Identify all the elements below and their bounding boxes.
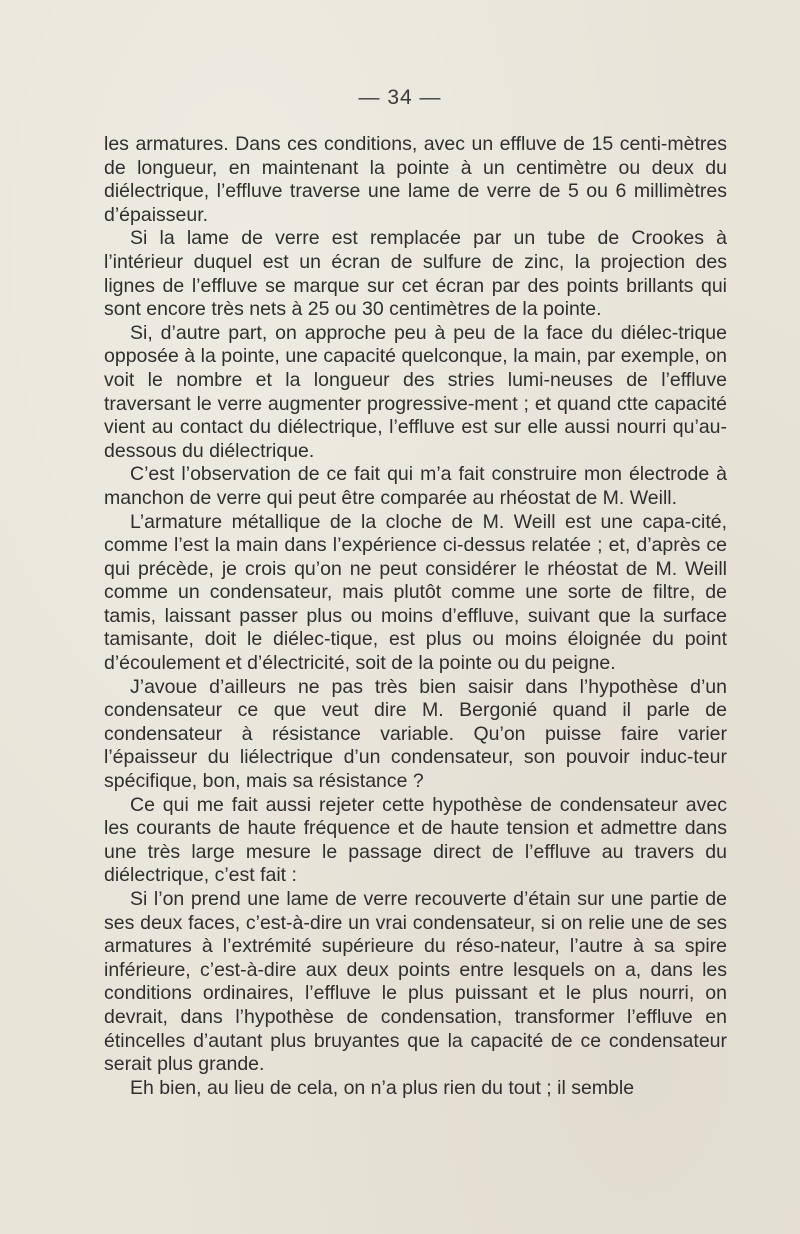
paragraph: les armatures. Dans ces conditions, avec un effluve de 15 centi-mètres de longueur, en maintenant la pointe à un centimètre ou deux du diélectrique, l’effluve traverse une lame de verre de 5 ou 6 millimètres d’épaisseur. — [104, 133, 727, 226]
paragraph: J’avoue d’ailleurs ne pas très bien saisir dans l’hypothèse d’un condensateur ce que veut dire M. Bergonié quand il parle de condensateur à résistance variable. Qu’on puisse faire varier l’épaisseur du liélectrique d’un condensateur, son pouvoir induc-teur spécifique, bon, mais sa résistance ? — [104, 675, 727, 793]
paragraph: Si l’on prend une lame de verre recouverte d’étain sur une partie de ses deux faces, c’est-à-dire un vrai condensateur, si on relie une de ses armatures à l’extrémité supérieure du réso-nateur, l’autre à sa spire inférieure, c’est-à-dire aux deux points entre lesquels on a, dans les conditions ordinaires, l’effluve le plus puissant et le plus nourri, on devrait, dans l’hypothèse de condensation, transformer l’effluve en étincelles d’autant plus bruyantes que la capacité de ce condensateur serait plus grande. — [104, 888, 727, 1076]
paragraph: Ce qui me fait aussi rejeter cette hypothèse de condensateur avec les courants de haute fréquence et de haute tension et admettre dans une très large mesure le passage direct de l’effluve au travers du diélectrique, c’est fait : — [104, 793, 727, 887]
paragraph: Si la lame de verre est remplacée par un tube de Crookes à l’intérieur duquel est un écran de sulfure de zinc, la projection des lignes de l’effluve se marque sur cet écran par des points brillants qui sont encore très nets à 25 ou 30 centimètres de la pointe. — [104, 227, 727, 321]
paragraph: Eh bien, au lieu de cela, on n’a plus rien du tout ; il semble — [130, 1076, 635, 1099]
paragraph: C’est l’observation de ce fait qui m’a fait construire mon électrode à manchon de verre qui peut être comparée au rhéostat de M. Weill. — [104, 463, 727, 509]
paragraph: L’armature métallique de la cloche de M. Weill est une capa-cité, comme l’est la main dans l’expérience ci-dessus relatée ; et, d’après ce qui précède, je crois qu’on ne peut considérer le rhéostat de M. Weill comme un condensateur, mais plutôt comme une sorte de filtre, de tamis, laissant passer plus ou moins d’effluve, suivant que la surface tamisante, doit le diélec-tique, est plus ou moins éloignée du point d’écoulement et d’électricité, soit de la pointe ou du peigne. — [104, 510, 727, 675]
paragraph: Si, d’autre part, on approche peu à peu de la face du diélec-trique opposée à la pointe, une capacité quelconque, la main, par exemple, on voit le nombre et la longueur des stries lumi-neuses de l’effluve traversant le verre augmenter progressive-ment ; et quand ctte capacité vient au contact du diélectrique, l’effluve est sur elle aussi nourri qu’au-dessous du diélectrique. — [104, 321, 727, 462]
page-number: — 34 — — [358, 86, 442, 109]
body-text — [104, 133, 727, 1100]
